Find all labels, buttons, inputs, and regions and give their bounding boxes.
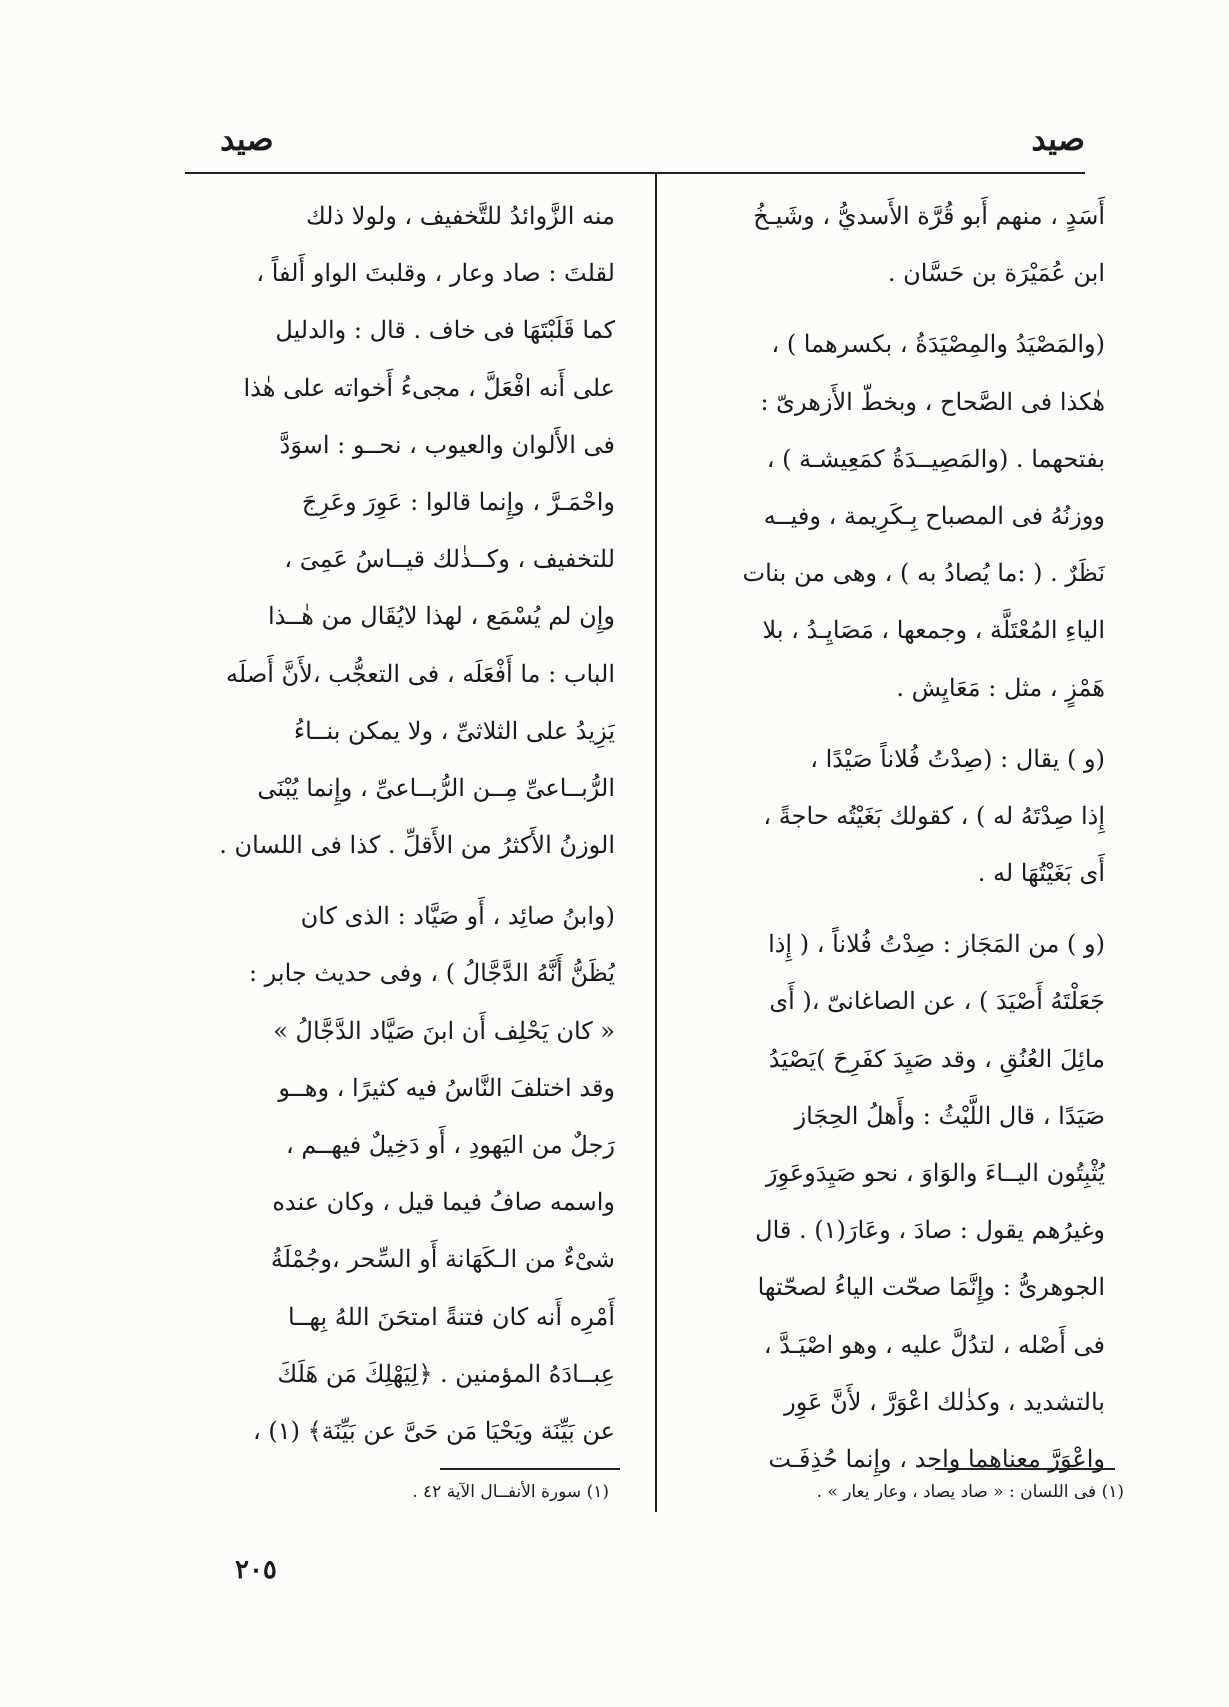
text-line: عن بَيِّنَة ويَحْيَا مَن حَىَّ عن بَيِّنَة﴾ (١) ، [253, 1416, 615, 1445]
paragraph-gap [675, 302, 1105, 316]
text-line: وقد اختلفَ النَّاسُ فيه كثيرًا ، وهــو [278, 1073, 615, 1102]
column-divider [655, 172, 657, 1512]
text-line: الوزنُ الأَكثرُ من الأَقلِّ . كذا فى اللسان . [219, 831, 615, 860]
footnote-rule-left [440, 1468, 620, 1470]
text-line: الجوهرىُّ : وإِنَّمَا صحّت الياءُ لصحّتها [757, 1273, 1105, 1302]
text-line: واسمه صافُ فيما قيل ، وكان عنده [272, 1188, 615, 1217]
text-line: يَزِيدُ على الثلاثىِّ ، ولا يمكن بنــاءُ [293, 716, 615, 745]
text-line: يُظَنُّ أَنَّهُ الدَّجَّالُ ) ، وفى حديث جابر : [248, 959, 615, 988]
text-line: الرُّبــاعىِّ مِــن الرُّبــاعىِّ ، وإِنما يُبْنَى [257, 773, 615, 802]
text-line: صَيَدًا ، قال اللَّيْثُ : وأَهلُ الحِجَاز [794, 1101, 1105, 1130]
text-line: أَمْرِه أَنه كان فتنةً امتحَنَ اللهُ بِهــا [288, 1302, 615, 1331]
text-line: للتخفيف ، وكــذٰلك قيــاسُ عَمِىَ ، [284, 545, 615, 574]
text-line: « كان يَحْلِف أَن ابنَ صَيَّاد الدَّجَّالُ » [273, 1016, 615, 1045]
text-line: واحْمَـرَّ ، وإِنما قالوا : عَوِرَ وعَرِجَ [301, 487, 615, 516]
text-line: كما قَلَبْتَهَا فى خاف . قال : والدليل [275, 316, 615, 345]
page-number: ٢٠٥ [235, 1555, 277, 1585]
text-line: لقلتَ : صاد وعار ، وقلبتَ الواو أَلفاً ، [256, 259, 615, 288]
text-line: أَى بَغَيْتُهَا له . [977, 859, 1105, 888]
text-line: هَمْزٍ ، مثل : مَعَايِش . [896, 673, 1105, 702]
text-line: جَعَلْتَهُ أَصْيَدَ ) ، عن الصاغانىّ ،( أَى [769, 987, 1105, 1016]
text-line: بالتشديد ، وكذٰلك اعْوَرَّ ، لأَنَّ عَوِر [784, 1387, 1105, 1416]
entry-paragraph [185, 188, 615, 874]
text-line: وغيرُهم يقول : صادَ ، وعَارَ(١) . قال [755, 1216, 1105, 1245]
text-line: يُثْبِتُون اليــاءَ والوَاوَ ، نحو صَيِدَوعَوِرَ [765, 1159, 1105, 1187]
text-line: عِبــادَهُ المؤمنين . ﴿لِيَهْلِكَ مَن هَلَكَ [277, 1359, 615, 1388]
text-line: مائِلَ العُنُقِ ، وقد صَيِدَ كفَرِحَ )يَصْيَدُ [768, 1044, 1105, 1073]
text-line: الباب : ما أَفْعَلَه ، فى التعجُّب ،لأَنَّ أَصلَه [226, 659, 615, 688]
footnote-right: (١) فى اللسان : « صاد يصاد ، وعار يعار » . [816, 1482, 1124, 1502]
text-line: (و ) يقال : (صِدْتُ فُلاناً صَيْدًا ، [810, 744, 1105, 773]
text-line: شىْءٌ من الـكَهَانة أَو السِّحر ،وجُمْلَةُ [270, 1245, 615, 1274]
page-header [185, 120, 1085, 164]
text-line: ووزنُهُ فى المصباح بِـكَرِيمة ، وفيــه [763, 501, 1105, 530]
paragraph-gap [675, 717, 1105, 731]
text-line: (والمَصْيَدُ والمِصْيَدَةُ ، بكسرهما ) ، [771, 330, 1105, 359]
left-column [185, 188, 615, 1460]
paragraph-gap [675, 902, 1105, 916]
text-line: الياءِ المُعْتَلَّة ، وجمعها ، مَصَايِـدُ ، بلا [762, 616, 1105, 645]
text-line: بفتحهما . (والمَصِيــدَةُ كمَعِيشـة ) ، [766, 444, 1105, 473]
text-line: (و ) من المَجَاز : صِدْتُ فُلاناً ، ( إِذا [768, 930, 1105, 959]
footnote-rule-right [935, 1468, 1115, 1470]
text-line: (وابنُ صائِد ، أَو صَيَّاد : الذى كان [300, 902, 615, 931]
text-line: فى أَصْله ، لتدُلَّ عليه ، وهو اصْيَـدَّ ، [763, 1330, 1105, 1359]
footnote-left: (١) سورة الأنفــال الآية ٤٢ . [412, 1482, 609, 1502]
entry-paragraph [675, 916, 1105, 1488]
text-line: واعْوَرَّ معناهما واحد ، وإِنما حُذِفَـت [768, 1444, 1105, 1473]
running-head-left: صيد [220, 120, 274, 158]
text-line: إِذا صِدْتَهُ له ) ، كقولك بَغَيْتُه حاجةً ، [763, 801, 1105, 830]
text-line: على أَنه افْعَلَّ ، مجىءُ أَخواته على هٰذا [243, 373, 615, 402]
text-line: أَسَدٍ ، منهم أَبو قُرَّة الأَسديُّ ، وشَيـخُ [753, 202, 1105, 230]
entry-paragraph [675, 731, 1105, 903]
text-line: ابن عُمَيْرَة بن حَسَّان . [887, 259, 1105, 288]
paragraph-gap [185, 874, 615, 888]
entry-paragraph [185, 888, 615, 1460]
header-rule [185, 172, 1085, 174]
entry-paragraph [675, 316, 1105, 716]
entry-paragraph [675, 188, 1105, 302]
text-line: منه الزَّوائدُ للتَّخفيف ، ولولا ذلك [305, 202, 615, 230]
text-line: هٰكذا فى الصَّحاح ، وبخطّ الأَزهرىّ : [760, 387, 1105, 416]
text-line: رَجلٌ من اليَهودِ ، أَو دَخِيلٌ فيهــم ، [285, 1131, 615, 1159]
running-head-right: صيد [1031, 120, 1085, 158]
text-line: نَظَرٌ . ( :ما يُصادُ به ) ، وهى من بنات [742, 559, 1105, 588]
text-line: وإِن لم يُسْمَع ، لهذا لايُقَال من هٰــذا [267, 602, 615, 631]
right-column [675, 188, 1105, 1488]
text-line: فى الأَلوان والعيوب ، نحــو : اسوَدَّ [279, 430, 615, 459]
